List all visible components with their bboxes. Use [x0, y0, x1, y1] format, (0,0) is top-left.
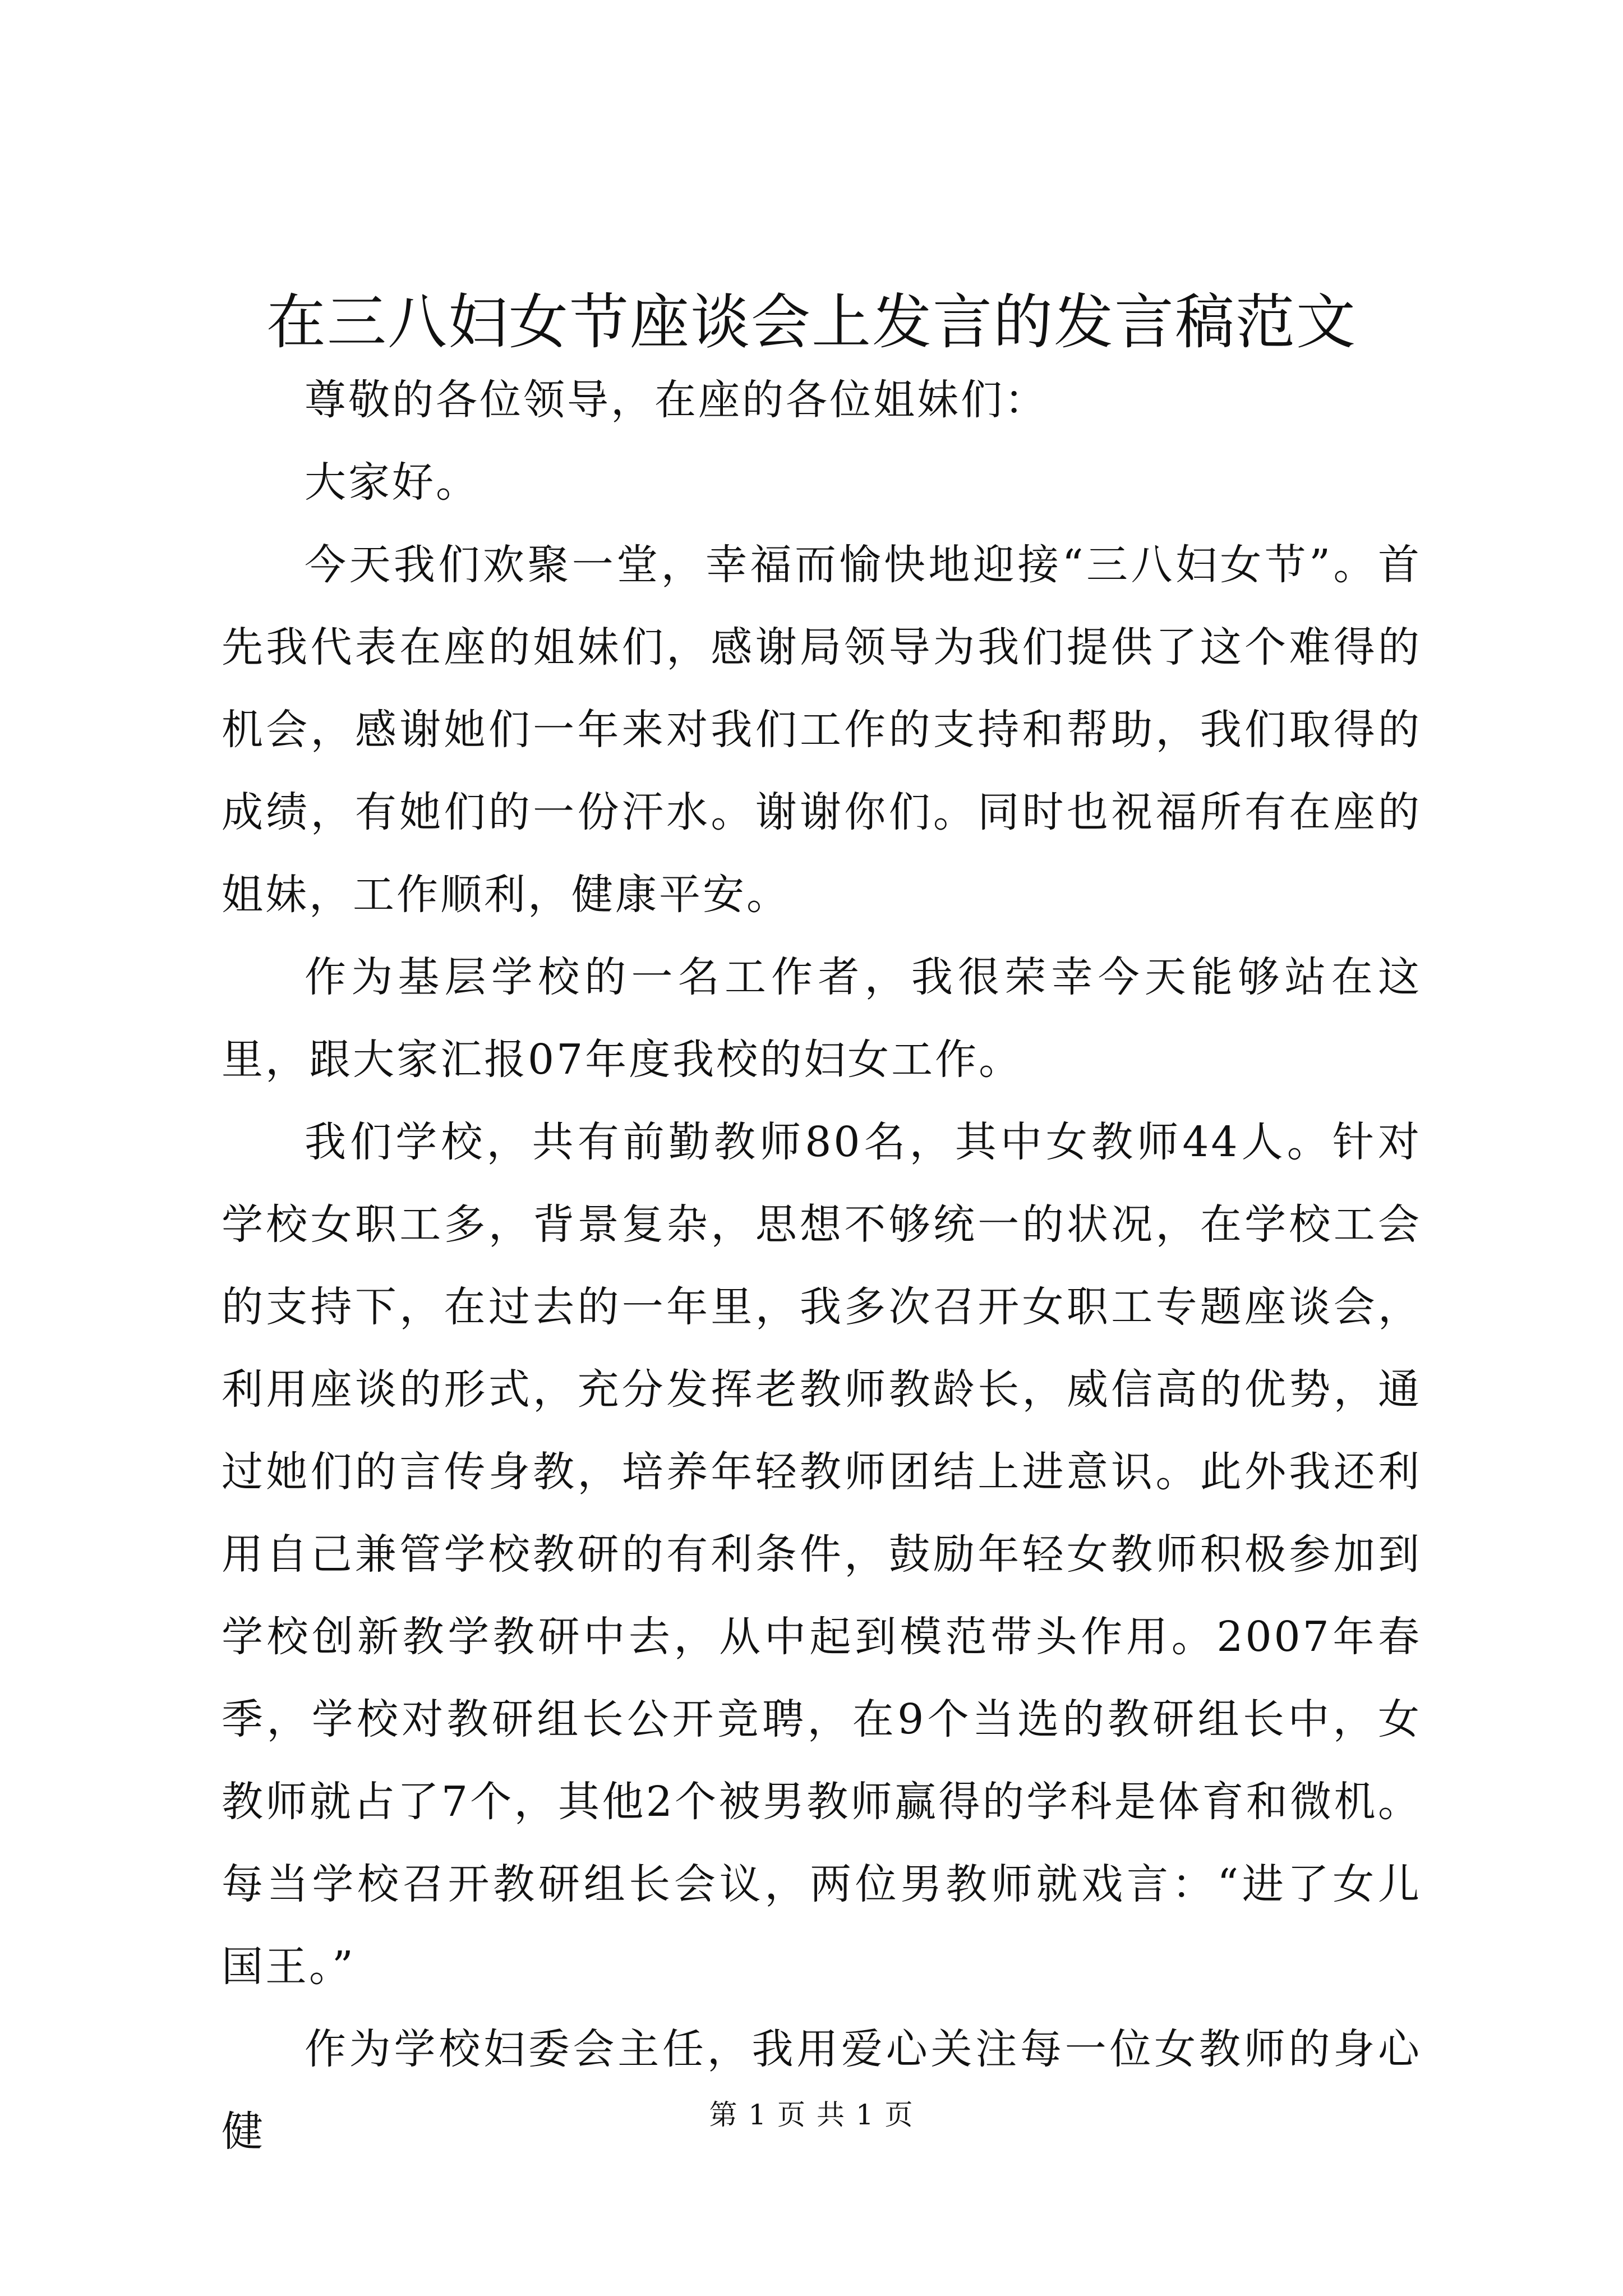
paragraph-greeting: 大家好。 — [305, 458, 479, 507]
document-body — [222, 359, 1422, 2173]
paragraph-school-overview: 我们学校，共有前勤教师80名，其中女教师44人。针对学校女职工多，背景复杂，思想不够统一的状况，在学校工会的支持下，在过去的一年里，我多次召开女职工专题座谈会，利用座谈的形式，充分发挥老教师教龄长，威信高的优势，通过她们的言传身教，培养年轻教师团结上进意识。此外我还利用自己兼管学校教研的有利条件，鼓励年轻女教师积极参加到学校创新教学教研中去，从中起到模范带头作用。2007年春季，学校对教研组长公开竞聘，在9个当选的教研组长中，女教师就占了7个，其他2个被男教师赢得的学科是体育和微机。每当学校召开教研组长会议，两位男教师就戏言：“进了女儿国王。” — [222, 1118, 1422, 1991]
paragraph-introduction: 作为基层学校的一名工作者，我很荣幸今天能够站在这里，跟大家汇报07年度我校的妇女工作。 — [222, 953, 1422, 1084]
paragraph-committee-role: 作为学校妇委会主任，我用爱心关注每一位女教师的身心健 — [222, 2025, 1422, 2156]
paragraph-salutation: 尊敬的各位领导，在座的各位姐妹们： — [305, 376, 1048, 424]
document-title: 在三八妇女节座谈会上发言的发言稿范文 — [266, 288, 1357, 357]
page-footer: 第 1 页 共 1 页 — [709, 2099, 914, 2131]
paragraph-opening: 今天我们欢聚一堂，幸福而愉快地迎接“三八妇女节”。首先我代表在座的姐妹们，感谢局领导为我们提供了这个难得的机会，感谢她们一年来对我们工作的支持和帮助，我们取得的成绩，有她们的一份汗水。谢谢你们。同时也祝福所有在座的姐妹，工作顺利，健康平安。 — [222, 541, 1422, 919]
